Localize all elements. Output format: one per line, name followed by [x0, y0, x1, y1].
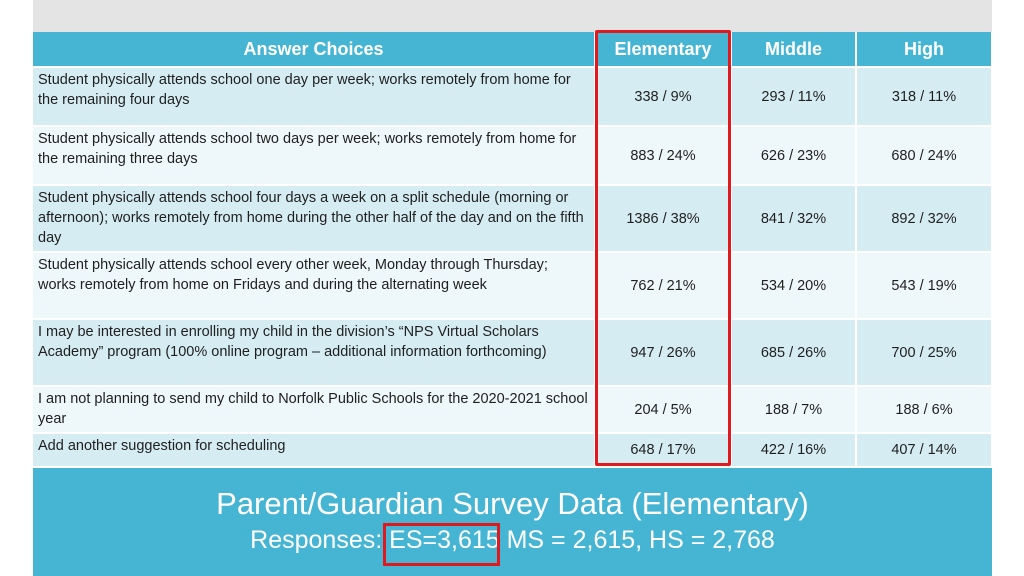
middle-cell: 188 / 7% — [731, 386, 856, 433]
high-cell: 700 / 25% — [856, 319, 992, 386]
middle-cell: 422 / 16% — [731, 433, 856, 467]
middle-cell: 626 / 23% — [731, 126, 856, 185]
table-row — [33, 433, 992, 467]
slide — [33, 0, 992, 576]
high-cell: 543 / 19% — [856, 252, 992, 319]
middle-cell: 841 / 32% — [731, 185, 856, 252]
elementary-cell: 947 / 26% — [595, 319, 731, 386]
responses-line — [33, 526, 992, 555]
responses-label: Responses: — [250, 526, 383, 554]
header-elementary: Elementary — [595, 32, 731, 67]
elementary-cell: 648 / 17% — [595, 433, 731, 467]
elementary-cell: 204 / 5% — [595, 386, 731, 433]
table-row — [33, 386, 992, 433]
choice-cell: I may be interested in enrolling my child in the division’s “NPS Virtual Scholars Academy” program (100% online program – additional information forthcoming) — [33, 319, 595, 386]
middle-cell: 534 / 20% — [731, 252, 856, 319]
high-cell: 188 / 6% — [856, 386, 992, 433]
elementary-cell: 762 / 21% — [595, 252, 731, 319]
table-header-row — [33, 32, 992, 67]
elementary-cell: 338 / 9% — [595, 67, 731, 126]
table-row — [33, 126, 992, 185]
choice-cell: Add another suggestion for scheduling — [33, 433, 595, 467]
choice-cell: I am not planning to send my child to Norfolk Public Schools for the 2020-2021 school year — [33, 386, 595, 433]
high-cell: 407 / 14% — [856, 433, 992, 467]
responses-ms-hs: MS = 2,615, HS = 2,768 — [506, 526, 775, 554]
elementary-cell: 883 / 24% — [595, 126, 731, 185]
header-answer-choices: Answer Choices — [33, 32, 595, 67]
middle-cell: 685 / 26% — [731, 319, 856, 386]
responses-es: ES=3,615 — [389, 526, 500, 554]
table-row — [33, 67, 992, 126]
high-cell: 318 / 11% — [856, 67, 992, 126]
slide-title: Parent/Guardian Survey Data (Elementary) — [216, 486, 809, 521]
es-highlight-box — [383, 523, 500, 566]
header-high: High — [856, 32, 992, 67]
choice-cell: Student physically attends school four days a week on a split schedule (morning or afternoon); works remotely from home during the other half of the day and on the fifth day — [33, 185, 595, 252]
table-row — [33, 185, 992, 252]
high-cell: 892 / 32% — [856, 185, 992, 252]
table-row — [33, 319, 992, 386]
choice-cell: Student physically attends school one day per week; works remotely from home for the remaining four days — [33, 67, 595, 126]
header-middle: Middle — [731, 32, 856, 67]
choice-cell: Student physically attends school every other week, Monday through Thursday; works remotely from home on Fridays and during the alternating week — [33, 252, 595, 319]
survey-table — [33, 32, 993, 468]
top-band — [33, 0, 992, 32]
middle-cell: 293 / 11% — [731, 67, 856, 126]
table-row — [33, 252, 992, 319]
elementary-cell: 1386 / 38% — [595, 185, 731, 252]
choice-cell: Student physically attends school two days per week; works remotely from home for the remaining three days — [33, 126, 595, 185]
high-cell: 680 / 24% — [856, 126, 992, 185]
footer-band — [33, 468, 992, 576]
elementary-highlight-box — [595, 30, 731, 466]
